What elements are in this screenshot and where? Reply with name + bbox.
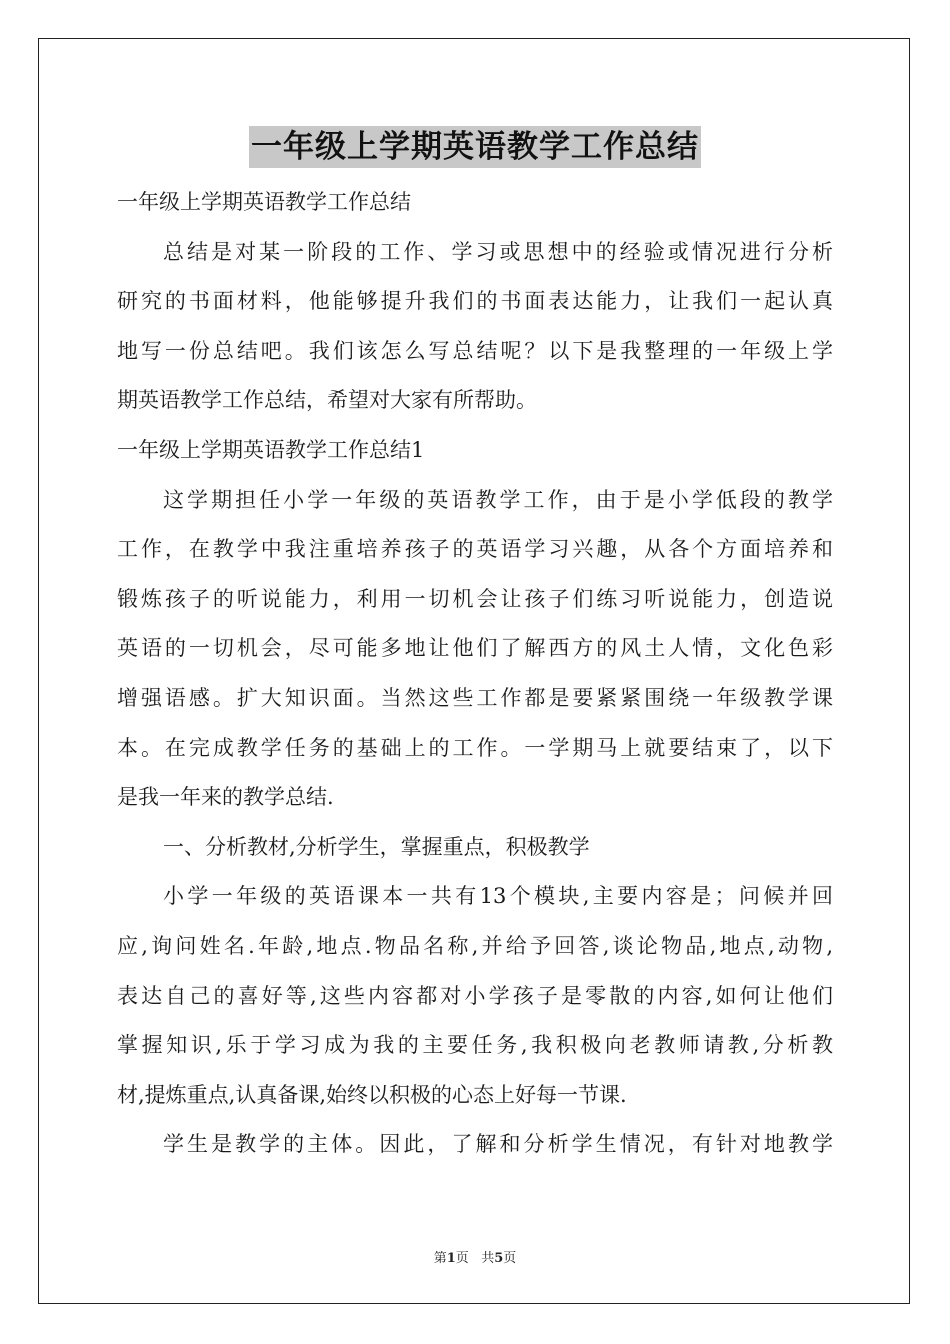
text-line: 应,询问姓名.年龄,地点.物品名称,并给予回答,谈论物品,地点,动物, xyxy=(117,933,833,958)
text-line: 地写一份总结吧。我们该怎么写总结呢？以下是我整理的一年级上学 xyxy=(117,338,833,363)
page-footer xyxy=(0,1247,950,1266)
text-line: 英语的一切机会，尽可能多地让他们了解西方的风土人情，文化色彩 xyxy=(117,636,833,661)
text-line: 小学一年级的英语课本一共有13个模块,主要内容是；问候并回 xyxy=(163,884,833,909)
document-title: 一年级上学期英语教学工作总结 xyxy=(249,126,701,168)
text-line: 材,提炼重点,认真备课,始终以积极的心态上好每一节课. xyxy=(117,1082,627,1107)
text-line: 一年级上学期英语教学工作总结 xyxy=(117,190,411,214)
text-line: 研究的书面材料，他能够提升我们的书面表达能力，让我们一起认真 xyxy=(117,289,833,314)
text-line: 增强语感。扩大知识面。当然这些工作都是要紧紧围绕一年级教学课 xyxy=(117,685,833,710)
text-line: 这学期担任小学一年级的英语教学工作，由于是小学低段的教学 xyxy=(163,487,833,512)
text-line: 锻炼孩子的听说能力，利用一切机会让孩子们练习听说能力，创造说 xyxy=(117,586,833,611)
page-prefix: 第 xyxy=(433,1251,447,1266)
title-container xyxy=(0,126,950,168)
text-line: 一年级上学期英语教学工作总结1 xyxy=(117,437,425,462)
text-line: 工作，在教学中我注重培养孩子的英语学习兴趣，从各个方面培养和 xyxy=(117,537,833,562)
text-line: 一、分析教材,分析学生，掌握重点，积极教学 xyxy=(163,834,590,859)
text-line: 是我一年来的教学总结. xyxy=(117,785,334,810)
page-number-current: 1 xyxy=(446,1251,456,1266)
page-suffix: 页 xyxy=(455,1251,469,1266)
text-line: 掌握知识,乐于学习成为我的主要任务,我积极向老教师请教,分析教 xyxy=(117,1033,833,1058)
page-number-total: 5 xyxy=(494,1251,504,1266)
total-suffix: 页 xyxy=(503,1251,517,1266)
document-body xyxy=(117,178,833,1170)
text-line: 学生是教学的主体。因此，了解和分析学生情况，有针对地教学 xyxy=(163,1132,833,1157)
text-line: 本。在完成教学任务的基础上的工作。一学期马上就要结束了，以下 xyxy=(117,735,833,760)
total-prefix: 共 xyxy=(481,1251,495,1266)
text-line: 总结是对某一阶段的工作、学习或思想中的经验或情况进行分析 xyxy=(163,239,833,264)
text-line: 表达自己的喜好等,这些内容都对小学孩子是零散的内容,如何让他们 xyxy=(117,983,833,1008)
text-line: 期英语教学工作总结，希望对大家有所帮助。 xyxy=(117,388,537,413)
